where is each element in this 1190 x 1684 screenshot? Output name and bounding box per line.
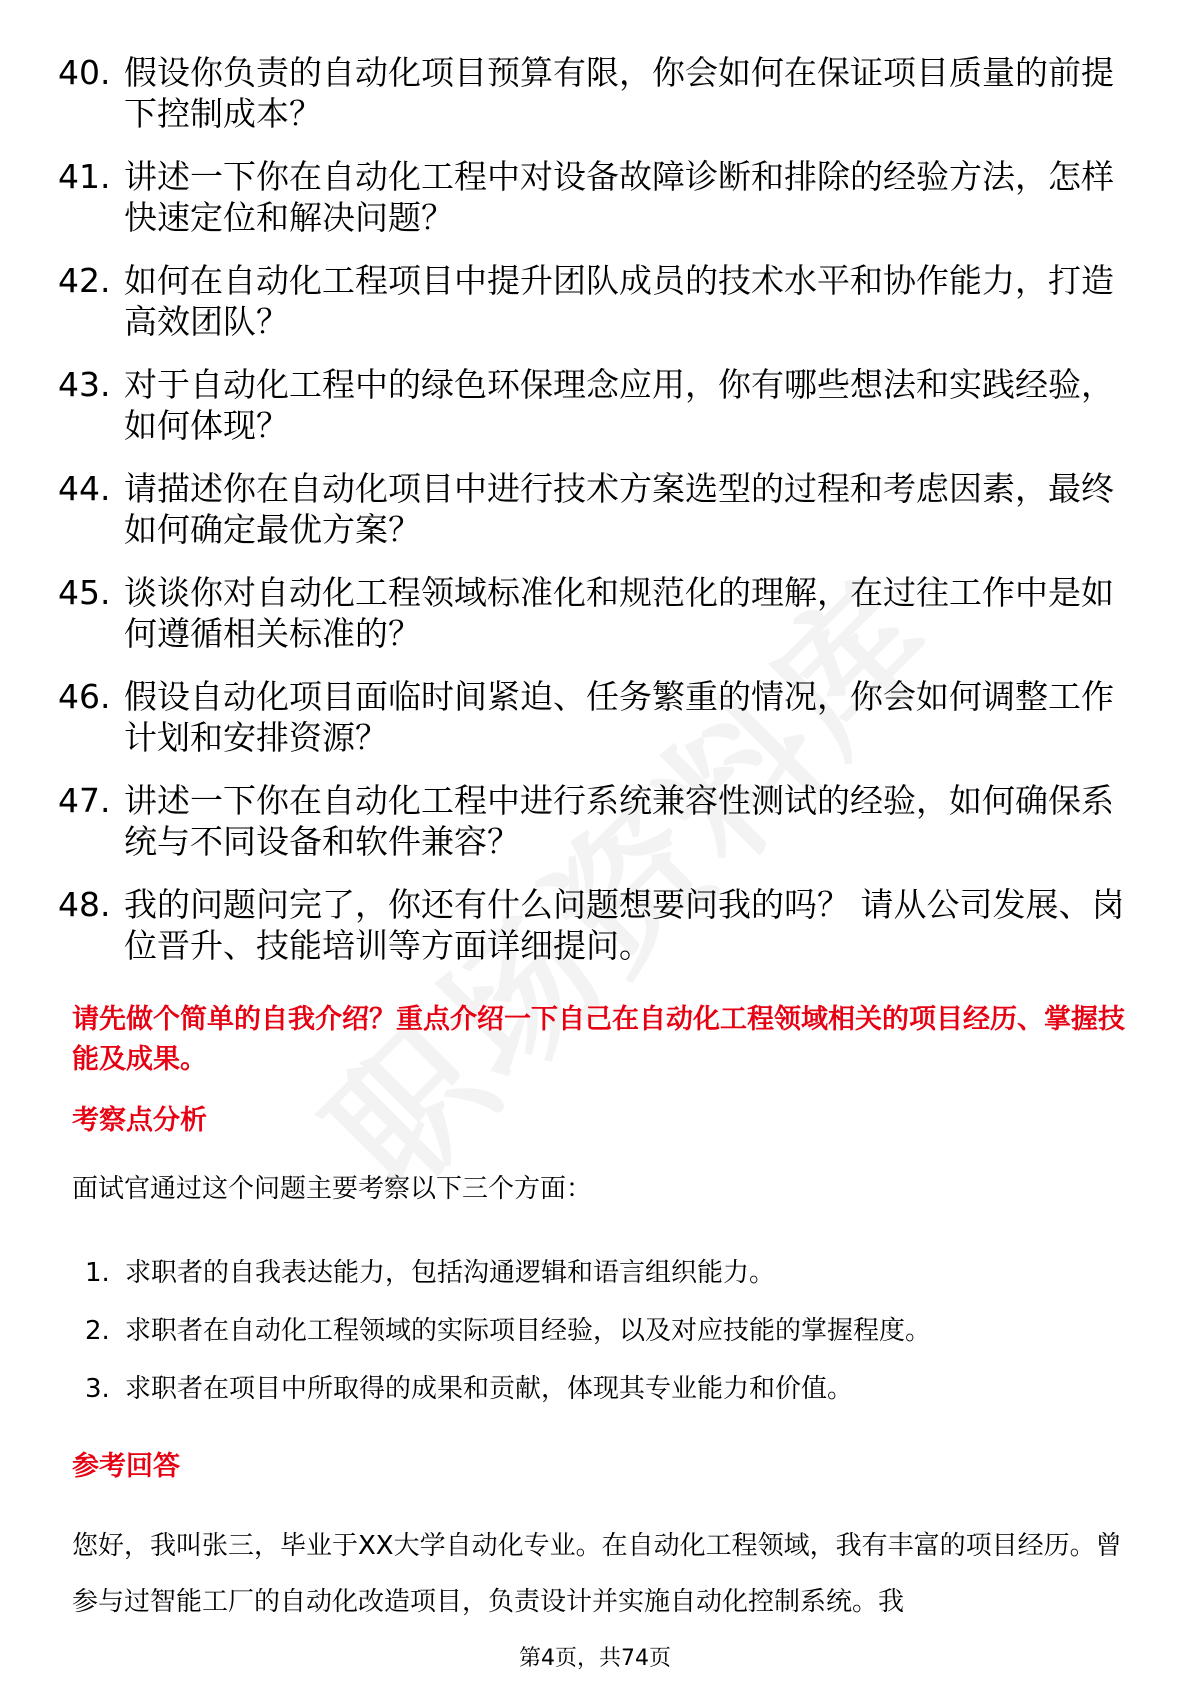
- answer-text: 您好，我叫张三，毕业于XX大学自动化专业。在自动化工程领域，我有丰富的项目经历。曾参与过智能工厂的自动化改造项目，负责设计并实施自动化控制系统。我: [72, 1531, 1122, 1617]
- question-text: 假设自动化项目面临时间紧迫、任务繁重的情况，你会如何调整工作计划和安排资源？: [124, 677, 1114, 757]
- question-item: [58, 260, 1128, 342]
- featured-question: 请先做个简单的自我介绍？重点介绍一下自己在自动化工程领域相关的项目经历、掌握技能及成果。: [72, 1004, 1125, 1075]
- analysis-point: [85, 1314, 1125, 1348]
- question-text: 对于自动化工程中的绿色环保理念应用，你有哪些想法和实践经验，如何体现？: [124, 365, 1114, 445]
- analysis-point-number: 3.: [85, 1374, 110, 1404]
- analysis-point-text: 求职者在项目中所取得的成果和贡献，体现其专业能力和价值。: [125, 1374, 854, 1404]
- analysis-heading: 考察点分析: [72, 1105, 207, 1136]
- question-text: 讲述一下你在自动化工程中对设备故障诊断和排除的经验方法，怎样快速定位和解决问题？: [124, 157, 1114, 237]
- analysis-point-list: [85, 1256, 1125, 1430]
- question-number: 43.: [58, 365, 111, 404]
- question-text: 如何在自动化工程项目中提升团队成员的技术水平和协作能力，打造高效团队？: [124, 261, 1114, 341]
- question-item: [58, 572, 1128, 654]
- question-number: 42.: [58, 261, 111, 300]
- question-number: 40.: [58, 53, 111, 92]
- analysis-point: [85, 1256, 1125, 1290]
- analysis-point-number: 1.: [85, 1258, 110, 1288]
- question-text: 谈谈你对自动化工程领域标准化和规范化的理解，在过往工作中是如何遵循相关标准的？: [124, 573, 1114, 653]
- question-number: 45.: [58, 573, 111, 612]
- question-text: 讲述一下你在自动化工程中进行系统兼容性测试的经验，如何确保系统与不同设备和软件兼容？: [124, 781, 1114, 861]
- answer-heading: 参考回答: [72, 1451, 180, 1482]
- question-item: [58, 676, 1128, 758]
- question-number: 41.: [58, 157, 111, 196]
- question-item: [58, 156, 1128, 238]
- analysis-point-text: 求职者在自动化工程领域的实际项目经验，以及对应技能的掌握程度。: [125, 1316, 932, 1346]
- question-item: [58, 468, 1128, 550]
- question-text: 请描述你在自动化项目中进行技术方案选型的过程和考虑因素，最终如何确定最优方案？: [124, 469, 1114, 549]
- question-item: [58, 884, 1128, 966]
- analysis-point-number: 2.: [85, 1316, 110, 1346]
- analysis-point-text: 求职者的自我表达能力，包括沟通逻辑和语言组织能力。: [125, 1258, 776, 1288]
- question-number: 47.: [58, 781, 111, 820]
- question-item: [58, 52, 1128, 134]
- question-text: 我的问题问完了，你还有什么问题想要问我的吗？ 请从公司发展、岗位晋升、技能培训等方面详细提问。: [124, 885, 1125, 965]
- page-footer: 第4页，共74页: [519, 1646, 671, 1671]
- question-item: [58, 780, 1128, 862]
- analysis-point: [85, 1372, 1125, 1406]
- question-list: [58, 52, 1128, 988]
- question-number: 46.: [58, 677, 111, 716]
- question-number: 48.: [58, 885, 111, 924]
- question-number: 44.: [58, 469, 111, 508]
- question-text: 假设你负责的自动化项目预算有限，你会如何在保证项目质量的前提下控制成本？: [124, 53, 1114, 133]
- analysis-intro: 面试官通过这个问题主要考察以下三个方面：: [72, 1174, 593, 1204]
- question-item: [58, 364, 1128, 446]
